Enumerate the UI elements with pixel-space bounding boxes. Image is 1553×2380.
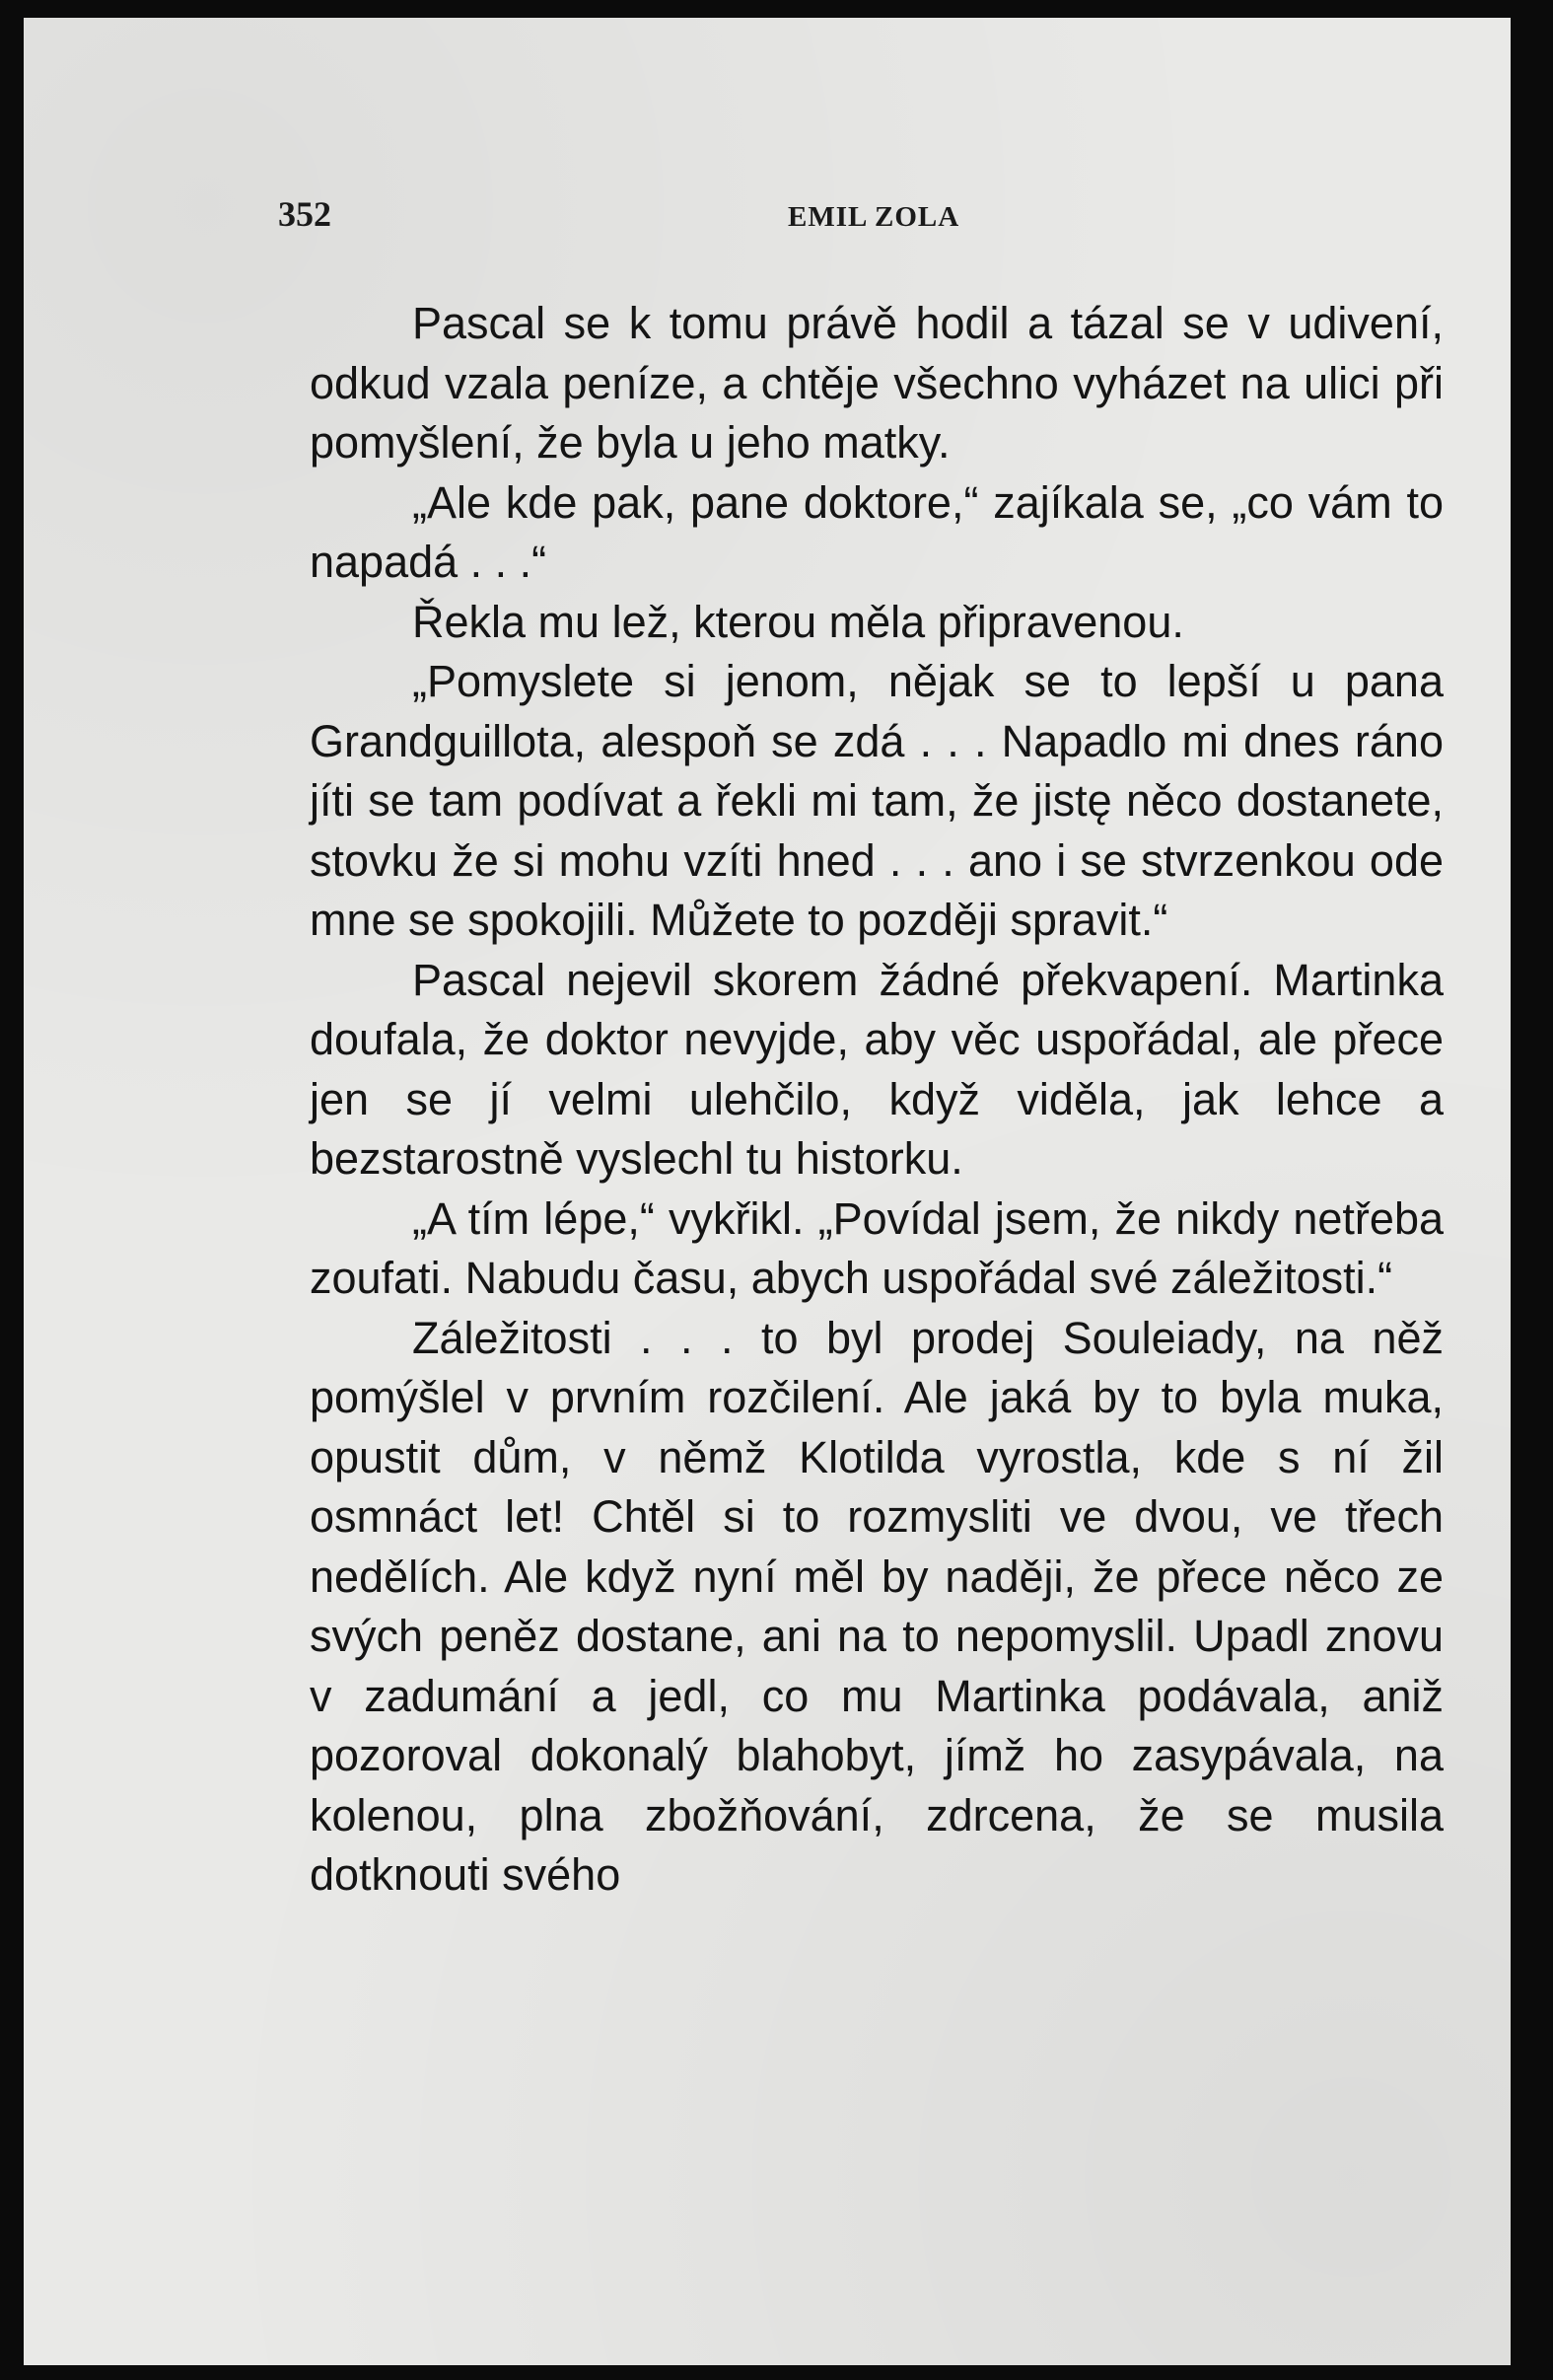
paragraph: „Ale kde pak, pane doktore,“ zajíkala se, „co vám to napadá . . .“ [310, 476, 1444, 587]
page-header [24, 193, 1532, 243]
paragraph: Pascal se k tomu právě hodil a tázal se v udivení, odkud vzala peníze, a chtěje všechno vyházet na ulici při pomyšlení, že byla u jeho matky. [310, 298, 1444, 468]
running-head: EMIL ZOLA [788, 201, 960, 233]
paragraph: Záležitosti . . . to byl prodej Souleiady, na něž pomýšlel v prvním rozčilení. Ale jaká by to byla muka, opustit dům, v němž Klotilda vyrostla, kde s ní žil osmnáct let! Chtěl si to rozmysliti ve dvou, ve třech nedělích. Ale když nyní měl by naději, že přece něco ze svých peněz dostane, ani na to nepomyslil. Upadl znovu v zadumání a jedl, co mu Martinka podávala, aniž pozoroval dokonalý blahobyt, jímž ho zasypávala, na kolenou, plna zbožňování, zdrcena, že se musila dotknouti svého [310, 1312, 1444, 1900]
page-number: 352 [278, 194, 331, 234]
paragraph: Pascal nejevil skorem žádné překvapení. Martinka doufala, že doktor nevyjde, aby věc uspořádal, ale přece jen se jí velmi ulehčilo, když viděla, jak lehce a bezstarostně vyslechl tu historku. [310, 954, 1444, 1184]
book-page [24, 18, 1532, 2365]
page-edge-shadow [1511, 18, 1532, 2365]
body-text [310, 294, 1444, 1906]
paragraph: „A tím lépe,“ vykřikl. „Povídal jsem, že nikdy netřeba zoufati. Nabudu času, abych uspořádal své záležitosti.“ [310, 1192, 1444, 1303]
paragraph: Řekla mu lež, kterou měla připravenou. [412, 596, 1184, 647]
paragraph: „Pomyslete si jenom, nějak se to lepší u pana Grandguillota, alespoň se zdá . . . Napadlo mi dnes ráno jíti se tam podívat a řekli mi tam, že jistę něco dostanete, stovku že si mohu vzíti hned . . . ano i se stvrzenkou ode mne se spokojili. Můžete to později spravit.“ [310, 656, 1444, 945]
